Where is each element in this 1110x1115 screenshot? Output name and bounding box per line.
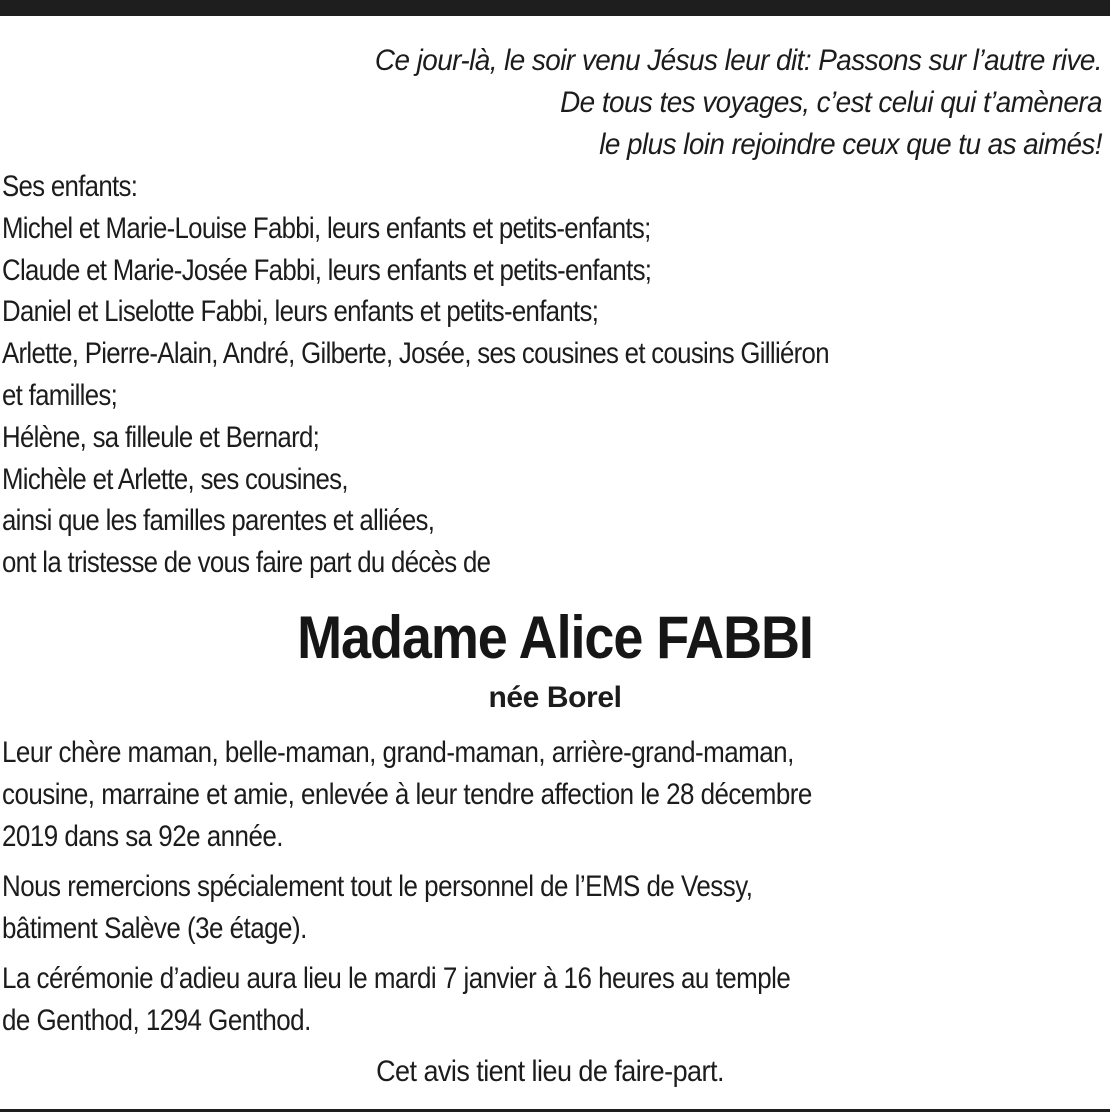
epigraph-line: le plus loin rejoindre ceux que tu as aimés! — [599, 128, 1102, 161]
paragraph-line: cousine, marraine et amie, enlevée à leur tendre affection le 28 décembre — [2, 778, 812, 811]
maiden-name: née Borel — [488, 681, 622, 714]
family-line: Arlette, Pierre-Alain, André, Gilberte, Josée, ses cousines et cousins Gilliéron — [2, 337, 829, 371]
ceremony-paragraph — [2, 958, 1101, 1042]
epigraph-quote — [172, 40, 1102, 166]
deceased-name: Madame Alice FABBI — [297, 604, 813, 671]
paragraph-line: Leur chère maman, belle-maman, grand-maman, arrière-grand-maman, — [2, 736, 794, 769]
thanks-paragraph — [2, 866, 1101, 950]
family-line: Ses enfants: — [2, 170, 138, 203]
paragraph-line: 2019 dans sa 92e année. — [2, 820, 283, 853]
family-line: Hélène, sa filleule et Bernard; — [2, 420, 320, 454]
paragraph-line: Nous remercions spécialement tout le personnel de l’EMS de Vessy, — [2, 870, 753, 903]
family-line: et familles; — [2, 378, 118, 412]
paragraph-line: bâtiment Salève (3e étage). — [2, 912, 307, 945]
paragraph-line: de Genthod, 1294 Genthod. — [2, 1004, 311, 1037]
paragraph-line: La cérémonie d’adieu aura lieu le mardi 7 janvier à 16 heures au temple — [2, 962, 791, 995]
family-line: Michèle et Arlette, ses cousines, — [2, 462, 348, 496]
family-line: Claude et Marie-Josée Fabbi, leurs enfants et petits-enfants; — [2, 253, 652, 287]
epigraph-line: De tous tes voyages, c’est celui qui t’amènera — [560, 86, 1102, 119]
family-line: Michel et Marie-Louise Fabbi, leurs enfants et petits-enfants; — [2, 211, 651, 245]
closing-note: Cet avis tient lieu de faire-part. — [376, 1055, 724, 1088]
bottom-border-rule — [0, 1109, 1110, 1112]
family-list — [2, 166, 982, 584]
family-line: ont la tristesse de vous faire part du décès de — [2, 546, 491, 580]
epigraph-line: Ce jour-là, le soir venu Jésus leur dit: Passons sur l’autre rive. — [374, 44, 1102, 77]
family-line: ainsi que les familles parentes et alliées, — [2, 504, 435, 538]
family-line: Daniel et Liselotte Fabbi, leurs enfants et petits-enfants; — [2, 295, 599, 329]
tribute-paragraph — [2, 732, 1101, 858]
top-border-rule — [0, 0, 1110, 16]
